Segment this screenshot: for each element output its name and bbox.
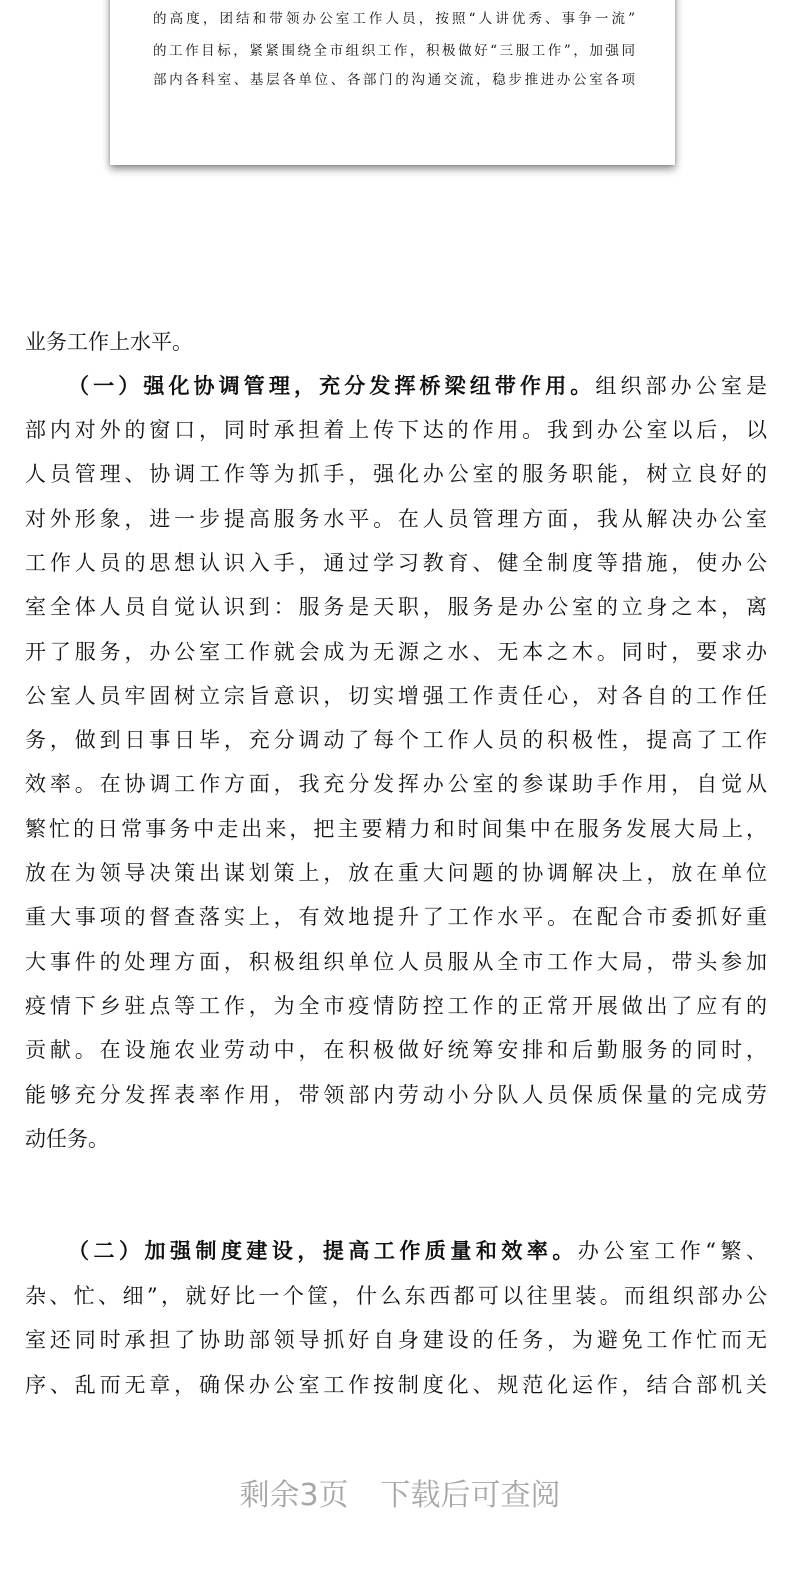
- text-line: 贡献。在设施农业劳动中，在积极做好统筹安排和后勤服务的同时，: [25, 1038, 767, 1063]
- card-line: 的工作目标，紧紧围绕全市组织工作，积极做好“三服工作”，加强同: [153, 43, 635, 59]
- text-line: 业务工作上水平。: [25, 330, 193, 354]
- text-line: 开了服务，办公室工作就会成为无源之水、无本之木。同时，要求办: [25, 639, 767, 664]
- text-line: 工作人员的思想认识入手，通过学习教育、健全制度等措施，使办公: [25, 550, 767, 575]
- card-line: 部内各科室、基层各单位、各部门的沟通交流，稳步推进办公室各项: [153, 72, 635, 88]
- card-line: 的高度，团结和带领办公室工作人员，按照“人讲优秀、事争一流”: [153, 11, 635, 27]
- text-line: 序、乱而无章，确保办公室工作按制度化、规范化运作，结合部机关: [25, 1372, 767, 1397]
- text-line: 动任务。: [25, 1126, 109, 1151]
- remaining-pages: 剩余3页: [239, 1478, 349, 1513]
- text-line: 室全体人员自觉认识到：服务是天职，服务是办公室的立身之本，离: [25, 595, 767, 620]
- download-hint: 下载后可查阅: [380, 1478, 561, 1513]
- text-line: 室还同时承担了协助部领导抓好自身建设的任务，为避免工作忙而无: [25, 1328, 767, 1353]
- section-heading-1: [68, 372, 767, 400]
- section-heading-2: [68, 1237, 767, 1265]
- text-line: 公室人员牢固树立宗旨意识，切实增强工作责任心，对各自的工作任: [25, 683, 767, 708]
- heading-bold: （一）强化协调管理，充分发挥桥梁纽带作用。: [68, 373, 596, 398]
- text-line: 繁忙的日常事务中走出来，把主要精力和时间集中在服务发展大局上，: [25, 816, 767, 841]
- text-line: 效率。在协调工作方面，我充分发挥办公室的参谋助手作用，自觉从: [25, 772, 767, 797]
- preview-page-card: [110, 0, 675, 165]
- text-line: 重大事项的督查落实上，有效地提升了工作水平。在配合市委抓好重: [25, 905, 767, 930]
- text-line: 放在为领导决策出谋划策上，放在重大问题的协调解决上，放在单位: [25, 861, 767, 885]
- text-line: 对外形象，进一步提高服务水平。在人员管理方面，我从解决办公室: [25, 506, 767, 531]
- heading-bold: （二）加强制度建设，提高工作质量和效率。: [68, 1238, 578, 1263]
- text-line: 疫情下乡驻点等工作，为全市疫情防控工作的正常开展做出了应有的: [25, 993, 767, 1018]
- heading-rest: 组织部办公室是: [595, 374, 768, 398]
- heading-rest: 办公室工作“繁、: [577, 1239, 767, 1263]
- download-prompt[interactable]: [0, 1470, 800, 1514]
- text-line: 能够充分发挥表率作用，带领部内劳动小分队人员保质保量的完成劳: [25, 1082, 767, 1107]
- text-line: 务，做到日事日毕，充分调动了每个工作人员的积极性，提高了工作: [25, 728, 767, 753]
- text-line: 大事件的处理方面，积极组织单位人员服从全市工作大局，带头参加: [25, 949, 767, 974]
- text-line: 部内对外的窗口，同时承担着上传下达的作用。我到办公室以后，以: [25, 418, 767, 442]
- text-line: 杂、忙、细”，就好比一个筐，什么东西都可以往里装。而组织部办公: [25, 1284, 767, 1308]
- text-line: 人员管理、协调工作等为抓手，强化办公室的服务职能，树立良好的: [25, 462, 767, 487]
